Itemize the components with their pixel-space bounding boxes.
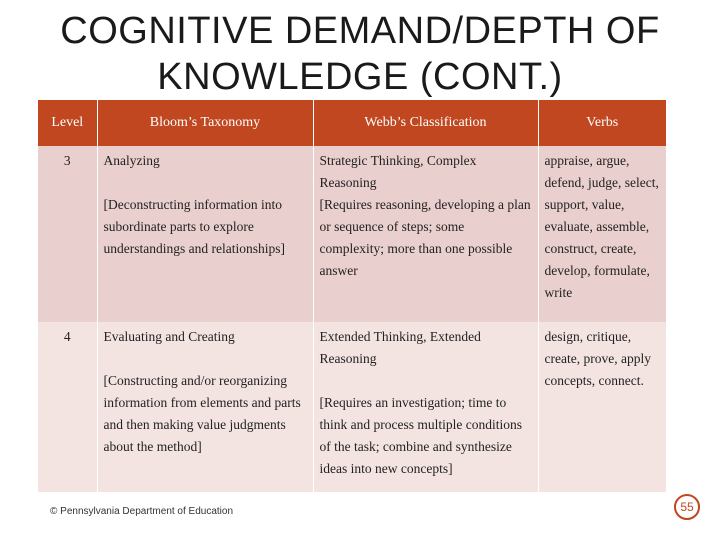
- bloom-title: Analyzing: [103, 153, 160, 168]
- slide-title-line-2: KNOWLEDGE (CONT.): [157, 56, 563, 98]
- header-bloom: Bloom’s Taxonomy: [97, 100, 313, 146]
- table-row: [38, 146, 666, 322]
- bloom-description: [Deconstructing information into subordinate parts to explore understandings and relationships]: [103, 197, 285, 256]
- bloom-cell: [97, 322, 313, 492]
- depth-of-knowledge-table: [38, 100, 666, 492]
- webb-description: [Requires reasoning, developing a plan or sequence of steps; some complexity; more than one possible answer: [319, 197, 531, 278]
- table-header-row: [38, 100, 666, 146]
- level-cell: 3: [38, 146, 97, 322]
- webb-title: Strategic Thinking, Complex Reasoning: [319, 153, 477, 190]
- bloom-cell: [97, 146, 313, 322]
- table-row: [38, 322, 666, 492]
- page-number-badge: 55: [674, 494, 700, 520]
- webb-description: [Requires an investigation; time to think and process multiple conditions of the task; combine and synthesize ideas into new concepts]: [319, 395, 522, 476]
- bloom-title: Evaluating and Creating: [103, 329, 235, 344]
- bloom-description: [Constructing and/or reorganizing information from elements and parts and then making value judgments about the method]: [103, 373, 301, 454]
- webb-cell: [313, 146, 538, 322]
- level-cell: 4: [38, 322, 97, 492]
- copyright-footer: © Pennsylvania Department of Education: [50, 506, 234, 517]
- verbs-cell: design, critique, create, prove, apply concepts, connect.: [538, 322, 666, 492]
- header-webb: Webb’s Classification: [313, 100, 538, 146]
- webb-title: Extended Thinking, Extended Reasoning: [319, 329, 481, 366]
- header-level: Level: [38, 100, 97, 146]
- webb-cell: [313, 322, 538, 492]
- header-verbs: Verbs: [538, 100, 666, 146]
- verbs-cell: appraise, argue, defend, judge, select, support, value, evaluate, assemble, construct, create, develop, formulate, write: [538, 146, 666, 322]
- slide-title-line-1: COGNITIVE DEMAND/DEPTH OF: [60, 10, 660, 52]
- slide-title: [0, 8, 720, 100]
